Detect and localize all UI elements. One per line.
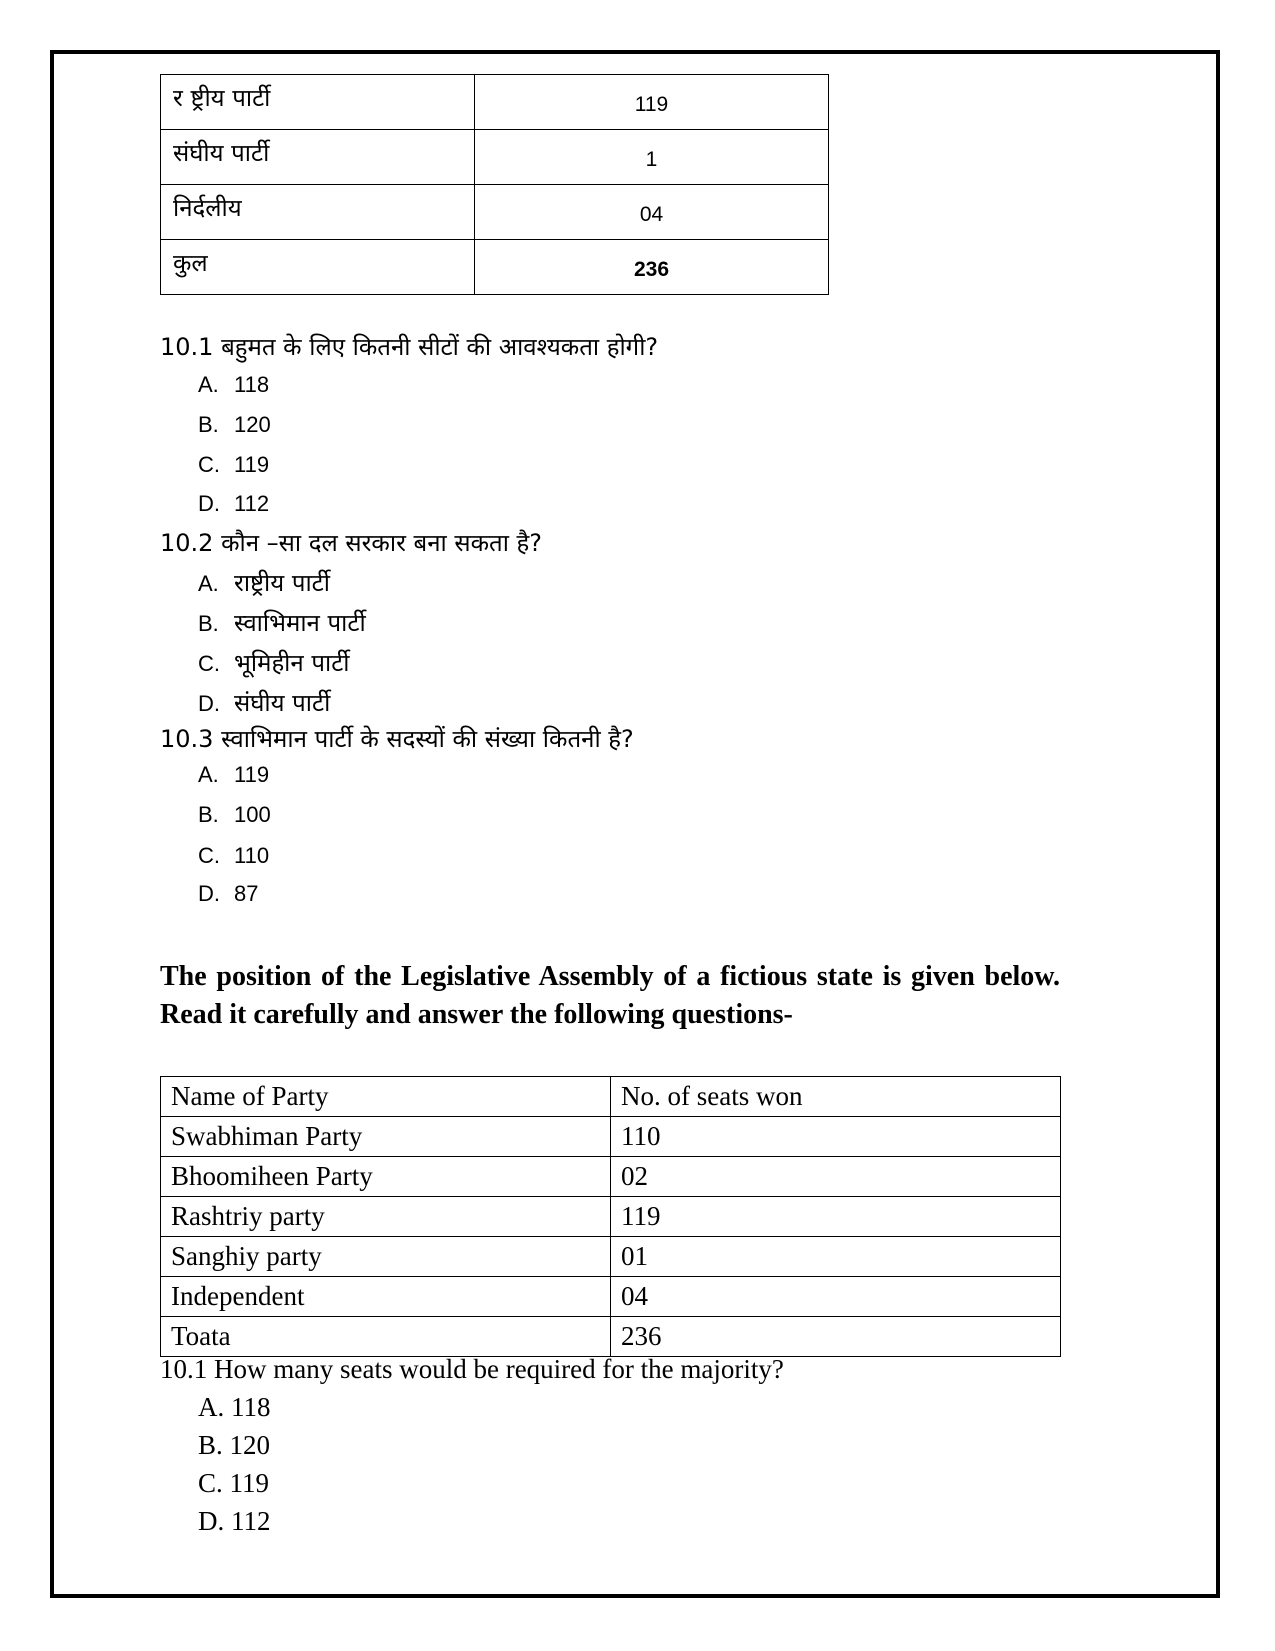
option-text: भूमिहीन पार्टी	[234, 649, 350, 677]
option-letter: B.	[198, 412, 219, 437]
party-name-cell: संघीय पार्टी	[161, 130, 475, 185]
option-letter: A.	[198, 372, 219, 397]
question-label: 10.1 How many seats would be required for the majority?	[160, 1354, 784, 1384]
table-row	[161, 185, 829, 240]
table-row	[161, 130, 829, 185]
table-row-total	[161, 240, 829, 295]
option-text: स्वाभिमान पार्टी	[234, 609, 366, 637]
table-row	[161, 1237, 1061, 1277]
option-letter: C.	[198, 452, 220, 477]
option-item	[198, 646, 350, 679]
seats-cell: 04	[475, 185, 829, 240]
option-item: D. 112	[198, 1506, 271, 1536]
option-item	[198, 881, 258, 907]
option-letter: C.	[198, 843, 220, 868]
option-text: संघीय पार्टी	[234, 689, 331, 717]
option-letter: B.	[198, 611, 219, 636]
option-letter: A.	[198, 571, 219, 596]
option-text: 110	[234, 843, 270, 868]
party-name-cell: Toata	[161, 1317, 611, 1357]
option-letter: C.	[198, 651, 220, 676]
option-item	[198, 686, 330, 719]
option-letter: D.	[198, 491, 220, 516]
option-item	[198, 412, 271, 438]
option-item: C. 119	[198, 1468, 270, 1498]
table-row	[161, 1117, 1061, 1157]
party-name-cell: Rashtriy party	[161, 1197, 611, 1237]
intro-paragraph: The position of the Legislative Assembly of a fictious state is given below. Read it carefully and answer the following questions-	[160, 961, 1060, 1030]
option-letter: A.	[198, 762, 219, 787]
table-row	[161, 1157, 1061, 1197]
option-letter: B.	[198, 802, 219, 827]
seats-cell: 119	[611, 1197, 1061, 1237]
hindi-seats-table	[160, 74, 829, 295]
party-name-cell: र ष्ट्रीय पार्टी	[161, 75, 475, 130]
option-letter: D.	[198, 881, 220, 906]
option-text: राष्ट्रीय पार्टी	[234, 569, 330, 597]
seats-cell: 01	[611, 1237, 1061, 1277]
table-row	[161, 75, 829, 130]
party-name-cell: Independent	[161, 1277, 611, 1317]
option-text: 120	[234, 412, 271, 437]
option-item	[198, 372, 269, 398]
option-letter: D.	[198, 691, 220, 716]
option-text: 119	[234, 762, 270, 787]
seats-cell: 02	[611, 1157, 1061, 1197]
party-name-cell: Bhoomiheen Party	[161, 1157, 611, 1197]
seats-cell: 1	[475, 130, 829, 185]
table-row	[161, 1277, 1061, 1317]
english-seats-table	[160, 1076, 1061, 1357]
table-row	[161, 1197, 1061, 1237]
seats-cell: 110	[611, 1117, 1061, 1157]
seats-cell: 04	[611, 1277, 1061, 1317]
party-name-cell: Swabhiman Party	[161, 1117, 611, 1157]
table-row-total	[161, 1317, 1061, 1357]
question-label: 10.1 बहुमत के लिए कितनी सीटों की आवश्यकता होगी?	[160, 333, 659, 361]
option-item	[198, 802, 271, 828]
option-item: B. 120	[198, 1430, 271, 1460]
party-name-cell: Sanghiy party	[161, 1237, 611, 1277]
option-item: A. 118	[198, 1392, 271, 1422]
option-item	[198, 606, 366, 639]
header-party-cell: Name of Party	[161, 1077, 611, 1117]
seats-cell: 236	[475, 240, 829, 295]
option-text: 87	[234, 881, 259, 906]
option-item	[198, 491, 269, 517]
table-header-row	[161, 1077, 1061, 1117]
seats-cell: 236	[611, 1317, 1061, 1357]
option-text: 100	[234, 802, 271, 827]
header-seats-cell: No. of seats won	[611, 1077, 1061, 1117]
question-label: 10.3 स्वाभिमान पार्टी के सदस्यों की संख्या कितनी है?	[160, 725, 634, 753]
option-item	[198, 762, 269, 788]
option-text: 112	[234, 491, 270, 516]
party-name-cell: निर्दलीय	[161, 185, 475, 240]
question-label: 10.2 कौन –सा दल सरकार बना सकता है?	[160, 529, 543, 557]
option-item	[198, 566, 330, 599]
option-text: 119	[234, 452, 270, 477]
option-text: 118	[234, 372, 270, 397]
party-name-cell: कुल	[161, 240, 475, 295]
seats-cell: 119	[475, 75, 829, 130]
option-item	[198, 843, 269, 869]
option-item	[198, 452, 269, 478]
